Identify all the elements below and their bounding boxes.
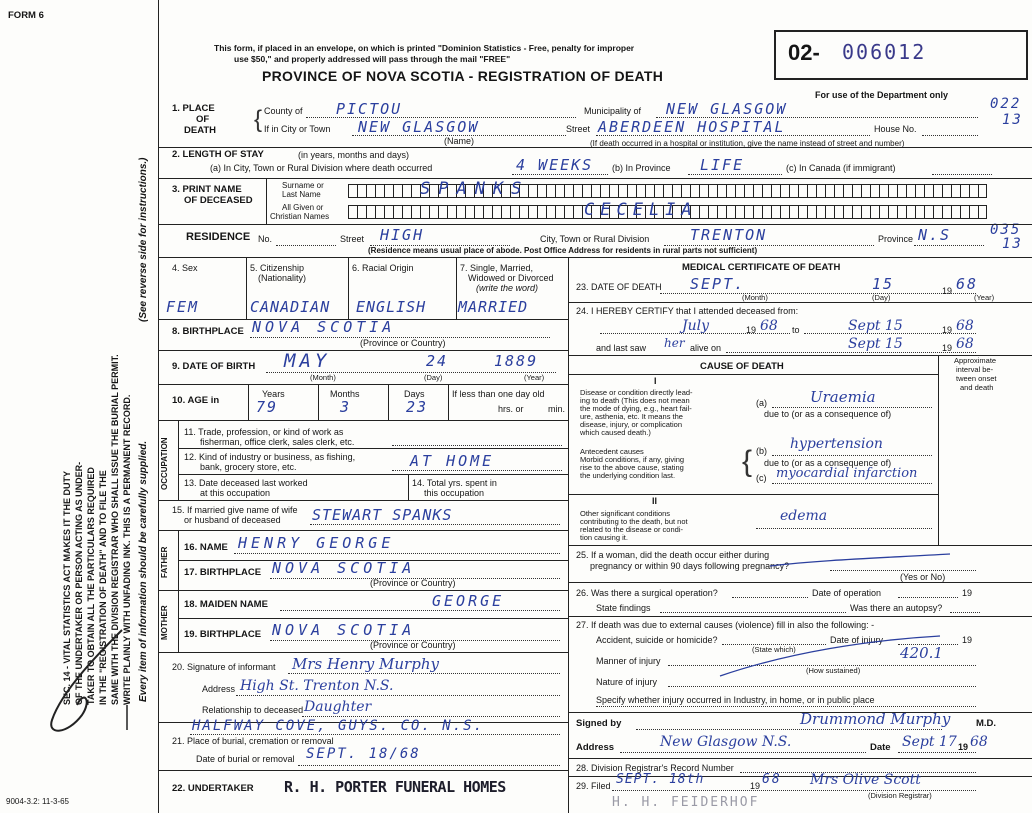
residence-heading: RESIDENCE: [186, 231, 251, 243]
date-death-label: 23. DATE OF DEATH: [576, 282, 662, 292]
manner-label: Manner of injury: [596, 656, 661, 666]
accident-label: Accident, suicide or homicide?: [596, 635, 718, 645]
to-label: to: [792, 325, 800, 335]
stay-city-label: (a) In City, Town or Rural Division where death occurred: [210, 163, 433, 173]
cause-c-label: (c): [756, 473, 767, 483]
code-13a: 13: [1002, 112, 1023, 128]
age-months: 3: [340, 398, 352, 416]
spouse-label-2: or husband of deceased: [184, 515, 281, 525]
feiderhof-stamp: H. H. FEIDERHOF: [612, 795, 760, 810]
racial-value: ENGLISH: [356, 298, 427, 316]
residence-note: (Residence means usual place of abode. Post Office Address for residents in rural parts not sufficient): [368, 246, 758, 255]
yes-no-note: (Yes or No): [900, 572, 946, 582]
residence-street-label: Street: [340, 234, 365, 244]
interval-label-4: and death: [960, 383, 994, 392]
death-year-prefix: 19: [942, 286, 953, 296]
dob-month-note: (Month): [310, 373, 336, 382]
citizenship-value: CANADIAN: [250, 298, 331, 316]
icd-code-value: 420.1: [900, 644, 943, 662]
cause-a-label: (a): [756, 398, 767, 408]
statute-line-2: OF THE UNDERTAKER OR PERSON ACTING AS UNDER-: [74, 461, 84, 705]
father-name-value: HENRY GEORGE: [238, 534, 395, 552]
other-label-3: related to the disease or condi-: [580, 525, 683, 534]
other-label-1: Other significant conditions: [580, 509, 671, 518]
mother-maiden-label: 18. MAIDEN NAME: [184, 599, 268, 610]
attend-from-year: 68: [760, 318, 778, 334]
other-label-4: tion causing it.: [580, 533, 628, 542]
burial-date-value: SEPT. 18/68: [306, 746, 421, 762]
spouse-label-1: 15. If married give name of wife: [172, 505, 298, 515]
nature-label: Nature of injury: [596, 677, 658, 687]
statute-line-3: TAKER TO OBTAIN ALL THE PARTICULARS REQUIRED: [86, 467, 96, 705]
name-heading-2: OF DECEASED: [184, 195, 253, 206]
filed-label: 29. Filed: [576, 781, 611, 791]
death-year-note: (Year): [974, 293, 995, 302]
other-value: edema: [780, 508, 828, 524]
q27-label: 27. If death was due to external causes (violence) fill in also the following: -: [576, 620, 875, 630]
code-022: 022: [990, 96, 1022, 112]
statute-line-5: SAME WITH THE DIVISION REGISTRAR WHO SHALL ISSUE THE BURIAL PERMIT.: [110, 354, 120, 705]
cause-b-value: hypertension: [790, 436, 883, 452]
dob-year: 1889: [494, 352, 539, 370]
stay-heading: 2. LENGTH OF STAY: [172, 149, 264, 160]
residence-city-label: City, Town or Rural Division: [540, 234, 650, 244]
operation-year-19: 19: [962, 588, 973, 598]
roman-1: I: [654, 376, 657, 386]
birthplace-value: NOVA SCOTIA: [252, 318, 396, 336]
reg-prefix: 02-: [788, 40, 820, 65]
stay-city-value: 4 WEEKS: [516, 156, 594, 174]
surname-value: SPANKS: [420, 179, 530, 199]
birthplace-label: 8. BIRTHPLACE: [172, 326, 244, 337]
undertaker-label: 22. UNDERTAKER: [172, 783, 254, 794]
municipality-label: Municipality of: [584, 106, 642, 116]
cause-heading: CAUSE OF DEATH: [700, 361, 784, 372]
county-value: PICTOU: [336, 100, 403, 118]
dob-day-note: (Day): [424, 373, 443, 382]
mother-birthplace-value: NOVA SCOTIA: [272, 621, 416, 639]
racial-label: 6. Racial Origin: [352, 263, 414, 273]
direct-label-2: ing to death (This does not mean: [580, 396, 690, 405]
days-label: Days: [404, 389, 425, 399]
antecedent-label-3: rise to the above cause, stating: [580, 463, 684, 472]
mother-province-note: (Province or Country): [370, 640, 456, 650]
street-label: Street: [566, 124, 591, 134]
form-title: PROVINCE OF NOVA SCOTIA - REGISTRATION OF DEATH: [262, 68, 664, 84]
registrar-note: (Division Registrar): [868, 791, 932, 800]
place-heading-3: DEATH: [184, 125, 217, 136]
attend-from: July: [682, 318, 710, 334]
statute-line-4: IN THE "REGISTRATION OF DEATH" AND TO FILE THE: [98, 470, 108, 705]
age-days: 23: [406, 398, 429, 416]
given-label-2: Christian Names: [270, 212, 330, 221]
interval-label-3: tween onset: [956, 374, 997, 383]
q25-line-2: pregnancy or within 90 days following pregnancy?: [590, 561, 790, 571]
birthplace-note: (Province or Country): [360, 338, 446, 348]
interval-label-2: interval be-: [956, 365, 994, 374]
municipality-value: NEW GLASGOW: [666, 100, 788, 118]
death-year: 68: [956, 275, 979, 293]
q25-line-1: 25. If a woman, did the death occur either during: [576, 550, 770, 560]
cause-b-label: (b): [756, 446, 767, 456]
other-label-2: contributing to the death, but not: [580, 517, 688, 526]
father-birthplace-label: 17. BIRTHPLACE: [184, 567, 262, 578]
mother-birthplace-label: 19. BIRTHPLACE: [184, 629, 262, 640]
certify-label: 24. I HEREBY CERTIFY that I attended deceased from:: [576, 306, 799, 316]
attend-to-19: 19: [942, 325, 953, 335]
filed-year: 68: [762, 772, 782, 787]
marital-label-1: 7. Single, Married,: [460, 263, 534, 273]
age-years: 79: [256, 398, 279, 416]
min-label: min.: [548, 404, 566, 414]
father-birthplace-value: NOVA SCOTIA: [272, 559, 416, 577]
city-value: NEW GLASGOW: [358, 118, 480, 136]
burial-date-label: Date of burial or removal: [196, 754, 295, 764]
total-years-label-1: 14. Total yrs. spent in: [412, 478, 497, 488]
code-13b: 13: [1002, 236, 1023, 252]
place-heading-2: OF: [196, 114, 210, 125]
death-day: 15: [872, 275, 895, 293]
antecedent-label-2: Morbid conditions, if any, giving: [580, 455, 685, 464]
undertaker-stamp: R. H. PORTER FUNERAL HOMES: [284, 778, 506, 796]
direct-label-4: ure, asthenia, etc. It means the: [580, 412, 683, 421]
registrar-signature: Mrs Olive Scott: [810, 772, 921, 788]
pen-strikes: [620, 548, 980, 688]
father-name-label: 16. NAME: [184, 542, 228, 553]
statute-line-1: SEC. 14 - VITAL STATISTICS ACT MAKES IT THE DUTY: [62, 470, 72, 705]
cause-a-value: Uraemia: [810, 388, 876, 406]
dob-day: 24: [426, 352, 449, 370]
notice-line-1: This form, if placed in an envelope, on which is printed "Dominion Statistics - Free, penalty for improper: [214, 43, 635, 53]
name-note: (Name): [444, 136, 475, 146]
signer-date-value: Sept 17: [902, 734, 957, 750]
house-label: House No.: [874, 124, 917, 134]
autopsy-label: Was there an autopsy?: [850, 603, 943, 613]
place-heading-1: 1. PLACE: [172, 103, 215, 114]
stay-canada-label: (c) In Canada (if immigrant): [786, 163, 896, 173]
stay-heading-note: (in years, months and days): [298, 150, 410, 160]
attend-from-19: 19: [746, 325, 757, 335]
state-which-note: (State which): [752, 645, 796, 654]
last-saw-value: her: [664, 336, 685, 350]
marital-value: MARRIED: [458, 298, 529, 316]
due-to-b: due to (or as a consequence of): [764, 458, 892, 468]
stay-province-label: (b) In Province: [612, 163, 671, 173]
how-sustained-note: (How sustained): [806, 666, 861, 675]
injury-year-19: 19: [962, 635, 973, 645]
direct-label-5: disease, injury, or complication: [580, 420, 682, 429]
signer-date-year: 68: [970, 734, 988, 750]
burial-place-value: HALFWAY COVE, GUYS. CO. N.S.: [192, 718, 485, 734]
death-month: SEPT.: [690, 275, 746, 293]
sex-label: 4. Sex: [172, 263, 198, 273]
code-035: 035: [990, 222, 1022, 238]
father-province-note: (Province or Country): [370, 578, 456, 588]
date-worked-label-2: at this occupation: [200, 488, 271, 498]
surname-label-2: Last Name: [282, 190, 321, 199]
last-saw-19: 19: [942, 343, 953, 353]
interval-label-1: Approximate: [954, 356, 997, 365]
form-number: FORM 6: [8, 10, 44, 21]
filed-value: SEPT. 18th: [616, 772, 705, 787]
dept-use-note: For use of the Department only: [815, 90, 949, 100]
informant-sig-value: Mrs Henry Murphy: [292, 655, 439, 673]
reg-number: 006012: [842, 40, 927, 64]
surname-label-1: Surname or: [282, 181, 324, 190]
spouse-value: STEWART SPANKS: [312, 506, 453, 524]
due-to-a: due to (or as a consequence of): [764, 409, 892, 419]
residence-city-value: TRENTON: [690, 226, 768, 244]
industry-label-1: 12. Kind of industry or business, as fishing,: [184, 452, 356, 462]
years-label: Years: [262, 389, 285, 399]
every-item-note: Every item of information should be carefully supplied.: [138, 440, 149, 702]
pen-mark: [22, 610, 142, 740]
roman-2: II: [652, 496, 658, 506]
dob-month: MAY: [284, 350, 331, 372]
informant-sig-label: 20. Signature of informant: [172, 662, 276, 672]
direct-label-6: which caused death.): [580, 428, 651, 437]
filed-year-19: 19: [750, 781, 761, 791]
trade-label-1: 11. Trade, profession, or kind of work as: [184, 427, 344, 437]
residence-street-value: HIGH: [380, 226, 425, 244]
occupation-side-label: OCCUPATION: [160, 437, 169, 490]
last-saw-year: 68: [956, 336, 974, 352]
alive-label: alive on: [690, 343, 722, 353]
lt-day-label: If less than one day old: [452, 389, 545, 399]
state-findings-label: State findings: [596, 603, 651, 613]
death-month-note: (Month): [742, 293, 768, 302]
direct-label-1: Disease or condition directly lead-: [580, 388, 693, 397]
signer-address-label: Address: [576, 742, 615, 753]
signer-year-19: 19: [958, 742, 969, 752]
father-side-label: FATHER: [160, 546, 169, 578]
industry-label-2: bank, grocery store, etc.: [200, 462, 297, 472]
informant-address-label: Address: [202, 684, 236, 694]
medical-heading: MEDICAL CERTIFICATE OF DEATH: [682, 262, 841, 273]
death-day-note: (Day): [872, 293, 891, 302]
instructions-note: (See reverse side for instructions.): [138, 157, 149, 322]
relationship-label: Relationship to deceased: [202, 705, 304, 715]
city-label: If in City or Town: [264, 124, 331, 134]
county-label: County of: [264, 106, 303, 116]
date-injury-label: Date of injury: [830, 635, 884, 645]
mother-maiden-value: GEORGE: [432, 592, 505, 610]
print-code: 9004-3.2: 11-3-65: [6, 797, 70, 806]
attend-to-year: 68: [956, 318, 974, 334]
name-heading-1: 3. PRINT NAME: [172, 184, 242, 195]
dob-year-note: (Year): [524, 373, 545, 382]
street-value: ABERDEEN HOSPITAL: [598, 118, 786, 136]
signer-address-value: New Glasgow N.S.: [660, 734, 792, 750]
signer-date-label: Date: [870, 742, 891, 753]
specify-label: Specify whether injury occurred in Industry, in home, or in public place: [596, 695, 875, 705]
marital-label-3: (write the word): [476, 283, 539, 293]
antecedent-label-1: Antecedent causes: [580, 447, 644, 456]
residence-no-label: No.: [258, 234, 273, 244]
residence-province-value: N.S: [918, 226, 952, 244]
residence-province-label: Province: [878, 234, 914, 244]
mother-side-label: MOTHER: [160, 605, 169, 640]
age-label: 10. AGE in: [172, 395, 220, 406]
stay-province-value: LIFE: [700, 156, 745, 174]
institution-note: (If death occurred in a hospital or institution, give the name instead of street and number): [590, 139, 905, 148]
informant-address-value: High St. Trenton N.S.: [240, 678, 394, 694]
hrs-label: hrs. or: [498, 404, 524, 414]
months-label: Months: [330, 389, 360, 399]
attend-to: Sept 15: [848, 318, 903, 334]
industry-value: AT HOME: [410, 452, 495, 470]
antecedent-label-4: the underlying condition last.: [580, 471, 676, 480]
last-saw-date: Sept 15: [848, 336, 903, 352]
notice-line-2: use $50," and properly addressed will pass through the mail "FREE": [234, 54, 511, 64]
citizenship-label-1: 5. Citizenship: [250, 263, 305, 273]
dob-label: 9. DATE OF BIRTH: [172, 361, 256, 372]
total-years-label-2: this occupation: [424, 488, 485, 498]
signed-value: Drummond Murphy: [800, 710, 951, 728]
given-label-1: All Given or: [282, 203, 324, 212]
trade-label-2: fisherman, office clerk, sales clerk, etc.: [200, 437, 355, 447]
q26-label: 26. Was there a surgical operation?: [576, 588, 718, 598]
direct-label-3: the mode of dying, e.g., heart fail-: [580, 404, 692, 413]
signed-label: Signed by: [576, 718, 622, 729]
md-label: M.D.: [976, 718, 997, 729]
statute-line-6: WRITE PLAINLY WITH UNFADING INK. THIS IS A PERMANENT RECORD.: [122, 394, 132, 705]
given-value: CECELIA: [584, 200, 698, 220]
sex-value: FEM: [166, 298, 200, 316]
marital-label-2: Widowed or Divorced: [468, 273, 554, 283]
cause-c-value: myocardial infarction: [776, 466, 918, 481]
relationship-value: Daughter: [304, 699, 372, 715]
date-operation-label: Date of operation: [812, 588, 882, 598]
reg-record-label: 28. Division Registrar's Record Number: [576, 763, 734, 773]
citizenship-label-2: (Nationality): [258, 273, 307, 283]
date-worked-label-1: 13. Date deceased last worked: [184, 478, 308, 488]
last-saw-label: and last saw: [596, 343, 647, 353]
burial-place-label: 21. Place of burial, cremation or removal: [172, 736, 334, 746]
